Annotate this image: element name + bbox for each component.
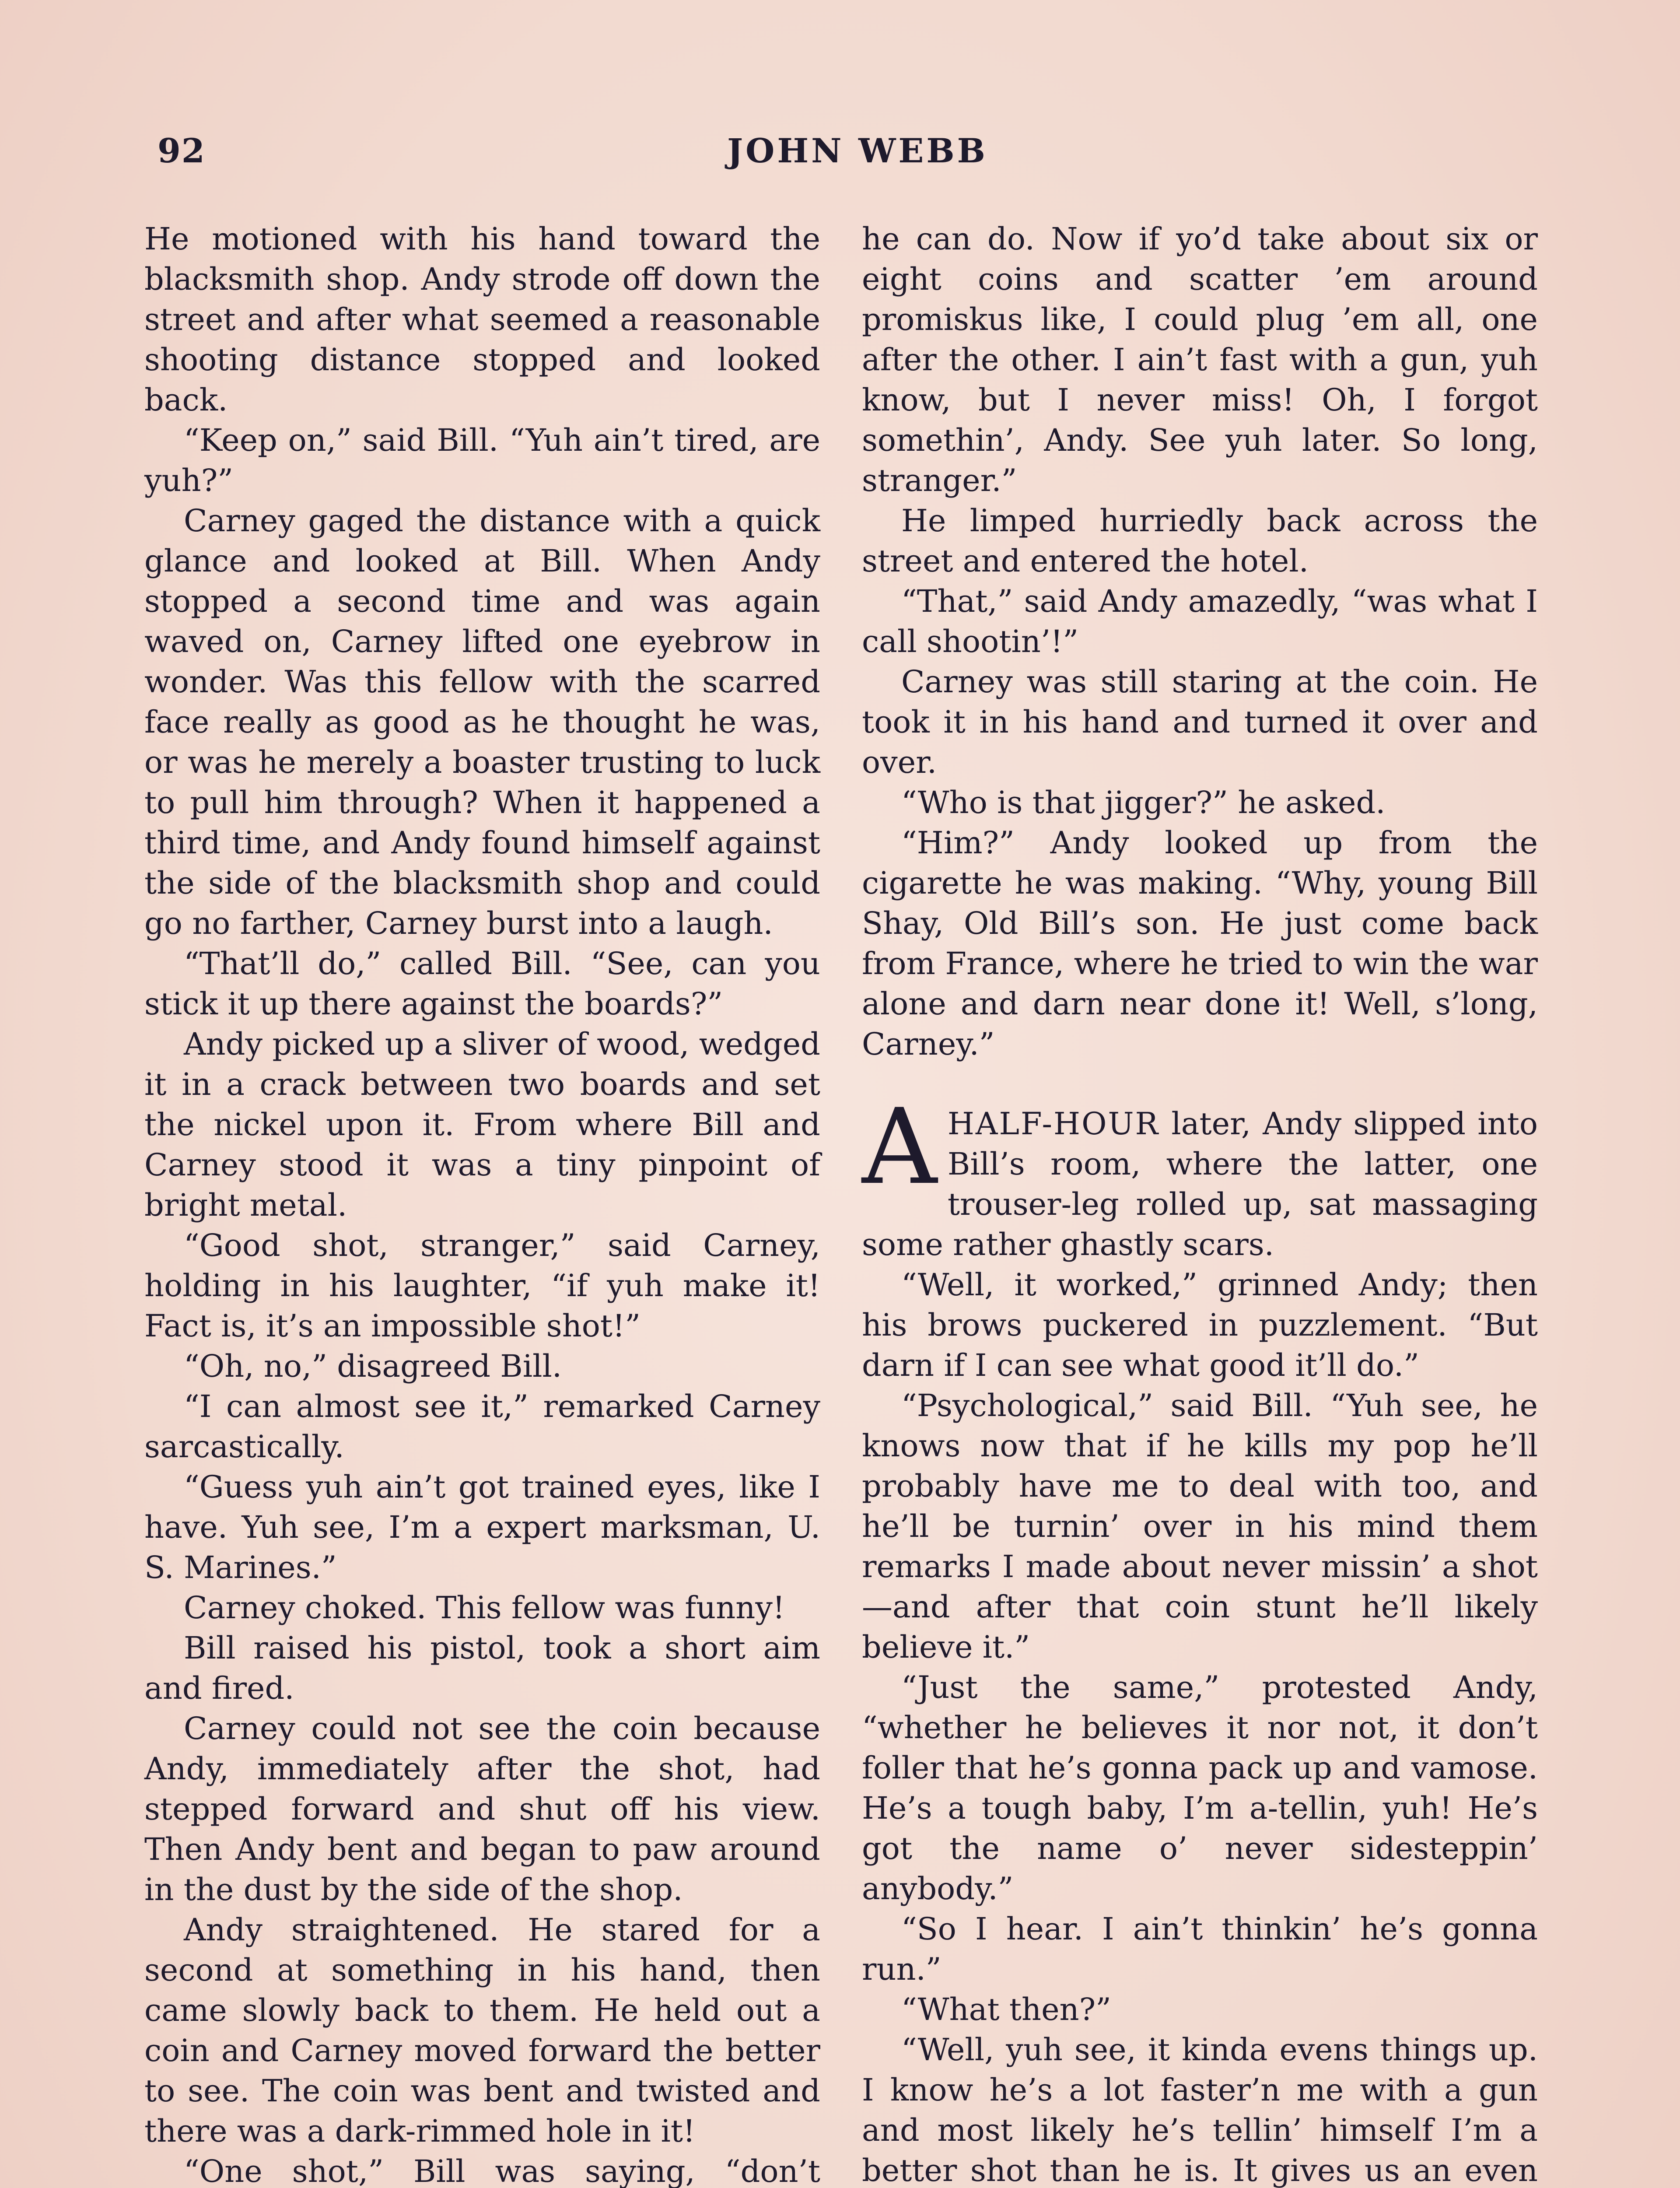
lead-in: HALF-HOUR bbox=[947, 1106, 1160, 1142]
paragraph: “I can almost see it,” remarked Carney sarcastically. bbox=[144, 1389, 820, 1465]
paragraph: “So I hear. I ain’t thinkin’ he’s gonna run.” bbox=[862, 1911, 1538, 1987]
paragraph: Andy straightened. He stared for a second at something in his hand, then came slowly back to them. He held out a coin and Carney moved forward the better to see. The coin was bent and twisted and there was a dark-rimmed hole in it! bbox=[144, 1912, 820, 2149]
section-break bbox=[862, 1087, 1538, 2188]
paragraph: He limped hurriedly back across the street and entered the hotel. bbox=[862, 503, 1538, 579]
paragraph: “Well, yuh see, it kinda evens things up. I know he’s a lot faster’n me with a gun and most likely he’s tellin’ himself I’m a better shot than he is. It gives us an even bbox=[862, 2032, 1538, 2188]
right-column bbox=[862, 219, 1538, 2188]
section-first-paragraph bbox=[862, 1087, 1538, 1265]
paragraph: “Just the same,” protested Andy, “whether he believes it nor not, it don’t foller that he’s gonna pack up and vamose. He’s a tough baby, I’m a-tellin, yuh! He’s got the name o’ never sidesteppin’ anybody.” bbox=[862, 1669, 1538, 1907]
paragraph: “Him?” Andy looked up from the cigarette he was making. “Why, young Bill Shay, Old Bill’s son. He just come back from France, where he tried to win the war alone and darn near done it! Well, s’long, Carney.” bbox=[862, 825, 1538, 1062]
paragraph: “Psychological,” said Bill. “Yuh see, he knows now that if he kills my pop he’ll probably have me to deal with too, and he’ll be turnin’ over in his mind them remarks I made about never missin’ a shot—and after that coin stunt he’ll likely believe it.” bbox=[862, 1388, 1538, 1665]
paragraph: Carney could not see the coin because Andy, immediately after the shot, had stepped forward and shut off his view. Then Andy bent and began to paw around in the dust by the side of the shop. bbox=[144, 1711, 820, 1907]
drop-cap: A bbox=[862, 1087, 937, 1208]
page-number: 92 bbox=[158, 131, 206, 170]
paragraph: Carney was still staring at the coin. He took it in his hand and turned it over and over. bbox=[862, 664, 1538, 780]
paragraph: “One shot,” Bill was saying, “don’t bbox=[184, 2153, 820, 2188]
paragraph: “Well, it worked,” grinned Andy; then his brows puckered in puzzlement. “But darn if I can see what good it’ll do.” bbox=[862, 1267, 1538, 1383]
paragraph-text: later, Andy slipped into Bill’s room, where the latter, one trouser-leg rolled up, sat massaging some rather ghastly scars. bbox=[862, 1106, 1538, 1262]
paragraph-continuation: he can do. Now if yo’d take about six or eight coins and scatter ’em around promiskus like, I could plug ’em all, one after the other. I ain’t fast with a gun, yuh know, but I never miss! Oh, I forgot somethin’, Andy. See yuh later. So long, stranger.” bbox=[862, 221, 1538, 498]
paragraph: Bill raised his pistol, took a short aim and fired. bbox=[144, 1630, 820, 1706]
paragraph: “What then?” bbox=[901, 1992, 1111, 2027]
page-header bbox=[158, 131, 1558, 179]
paragraph: Carney choked. This fellow was funny! bbox=[184, 1590, 785, 1626]
paragraph: Andy picked up a sliver of wood, wedged it in a crack between two boards and set the nickel upon it. From where Bill and Carney stood it was a tiny pinpoint of bright metal. bbox=[144, 1026, 820, 1223]
paragraph: “Good shot, stranger,” said Carney, holding in his laughter, “if yuh make it! Fact is, it’s an impossible shot!” bbox=[144, 1227, 820, 1344]
paragraph: “Keep on,” said Bill. “Yuh ain’t tired, are yuh?” bbox=[144, 422, 820, 498]
paragraph: “That’ll do,” called Bill. “See, can you stick it up there against the boards?” bbox=[144, 946, 820, 1022]
paragraph: “That,” said Andy amazedly, “was what I call shootin’!” bbox=[862, 583, 1538, 659]
left-column bbox=[144, 219, 820, 2188]
paragraph: Carney gaged the distance with a quick glance and looked at Bill. When Andy stopped a second time and was again waved on, Carney lifted one eyebrow in wonder. Was this fellow with the scarred face really as good as he thought he was, or was he merely a boaster trusting to luck to pull him through? When it happened a third time, and Andy found himself against the side of the blacksmith shop and could go no farther, Carney burst into a laugh. bbox=[144, 503, 820, 941]
paragraph: He motioned with his hand toward the blacksmith shop. Andy strode off down the street and after what seemed a reasonable shooting distance stopped and looked back. bbox=[144, 221, 820, 418]
running-title: JOHN WEBB bbox=[727, 131, 988, 170]
paragraph: “Who is that jigger?” he asked. bbox=[901, 785, 1386, 820]
paragraph: “Guess yuh ain’t got trained eyes, like I have. Yuh see, I’m a expert marksman, U. S. Marines.” bbox=[144, 1469, 820, 1585]
paragraph: “Oh, no,” disagreed Bill. bbox=[184, 1348, 562, 1384]
